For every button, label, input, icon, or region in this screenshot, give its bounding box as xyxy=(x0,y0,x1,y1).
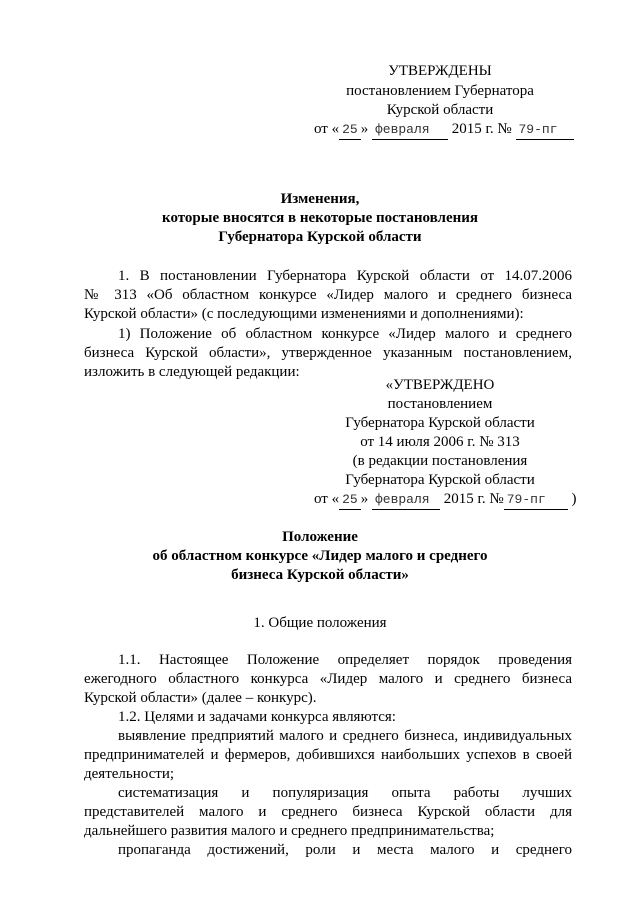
goal3-l1: пропаганда достижений, роли и места малого и среднего xyxy=(118,842,572,858)
regulation-line-2: об областном конкурсе «Лидер малого и среднего xyxy=(152,548,488,564)
approved2-date-line xyxy=(314,490,577,510)
approval-line-1: постановлением Губернатора xyxy=(346,83,534,99)
p11-l3: Курской области» (далее – конкурс). xyxy=(84,690,317,706)
approved2-date-prefix: от « xyxy=(314,491,340,507)
regulation-line-1: Положение xyxy=(282,529,358,545)
approved2-year: 2015 г. № xyxy=(443,491,504,507)
approved2-month: февраля xyxy=(372,491,440,510)
approval-date-prefix: от « xyxy=(314,121,340,137)
goal2-l1: систематизация и популяризация опыта работы лучших xyxy=(118,785,572,801)
intro-p2-l3: изложить в следующей редакции: xyxy=(84,364,300,380)
p12: 1.2. Целями и задачами конкурса являются: xyxy=(118,709,396,725)
intro-p1-l1: 1. В постановлении Губернатора Курской области от 14.07.2006 xyxy=(118,268,572,284)
approved2-number: 79-пг xyxy=(504,491,568,510)
approval-title: УТВЕРЖДЕНЫ xyxy=(388,63,492,79)
intro-p2-l2: бизнеса Курской области», утвержденное указанным постановлением, xyxy=(84,345,572,361)
p11-l1: 1.1. Настоящее Положение определяет порядок проведения xyxy=(118,652,572,668)
regulation-line-3: бизнеса Курской области» xyxy=(231,567,409,583)
goal2-l2: представителей малого и среднего бизнеса Курской области для xyxy=(84,804,572,820)
approval-month: февраля xyxy=(372,121,448,140)
approved2-line-1: постановлением xyxy=(387,396,493,412)
approved2-line-5: Губернатора Курской области xyxy=(345,472,535,488)
approved2-close: ) xyxy=(571,491,577,507)
goal1-l3: деятельности; xyxy=(84,766,175,782)
goal1-l1: выявление предприятий малого и среднего бизнеса, индивидуальных xyxy=(118,728,572,744)
intro-p1-l3: Курской области» (с последующими изменениями и дополнениями): xyxy=(84,306,524,322)
intro-p1-l2: № 313 «Об областном конкурсе «Лидер малого и среднего бизнеса xyxy=(84,287,572,303)
approval-number: 79-пг xyxy=(516,121,574,140)
approved2-title: «УТВЕРЖДЕНО xyxy=(385,377,495,393)
approval-year: 2015 г. № xyxy=(451,121,512,137)
intro-p2-l1: 1) Положение об областном конкурсе «Лидер малого и среднего xyxy=(118,326,572,342)
approval-date-line xyxy=(314,120,574,140)
approved2-day: 25 xyxy=(339,491,361,510)
approval-line-2: Курской области xyxy=(386,102,494,118)
approved2-line-2: Губернатора Курской области xyxy=(345,415,535,431)
heading-line-1: Изменения, xyxy=(280,191,360,207)
p11-l2: ежегодного областного конкурса «Лидер малого и среднего бизнеса xyxy=(84,671,572,687)
heading-line-2: которые вносятся в некоторые постановления xyxy=(162,210,478,226)
approval-day: 25 xyxy=(339,121,361,140)
goal1-l2: предпринимателей и фермеров, добившихся наибольших успехов в своей xyxy=(84,747,572,763)
approval-date-mid: » xyxy=(360,121,369,137)
approved2-date-mid: » xyxy=(360,491,369,507)
approved2-line-4: (в редакции постановления xyxy=(352,453,528,469)
approved2-line-3: от 14 июля 2006 г. № 313 xyxy=(360,434,520,450)
section-1-title: 1. Общие положения xyxy=(253,615,387,631)
goal2-l3: дальнейшего развития малого и среднего предпринимательства; xyxy=(84,823,495,839)
heading-line-3: Губернатора Курской области xyxy=(218,229,422,245)
